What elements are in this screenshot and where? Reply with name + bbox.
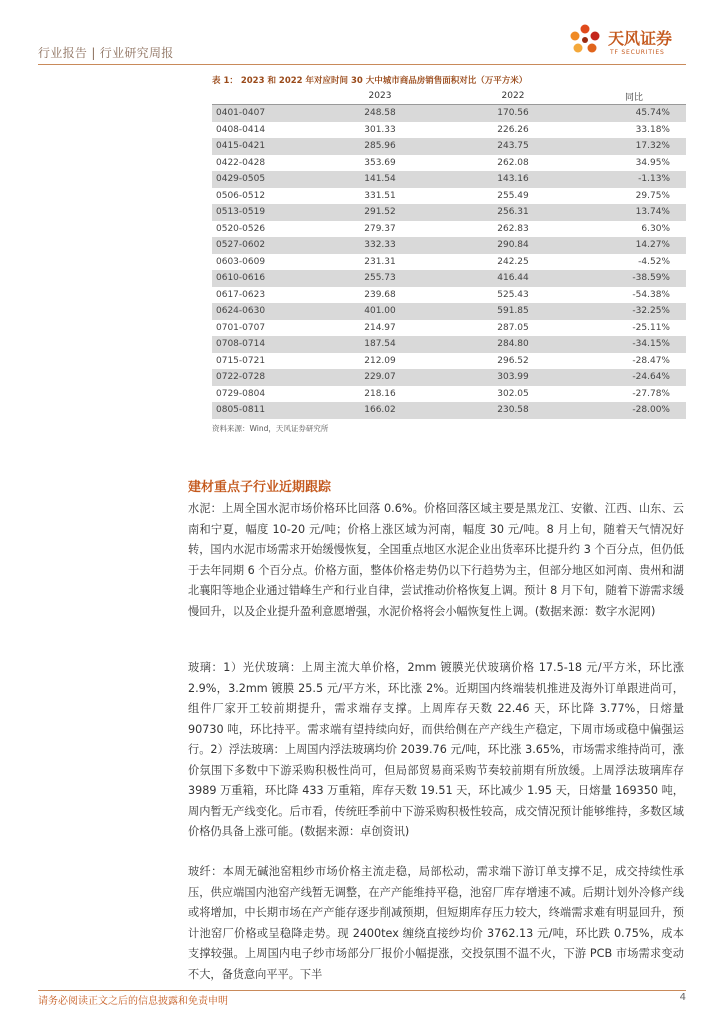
table-row	[212, 204, 686, 221]
sales-area-table	[212, 88, 686, 419]
table-cell: 0513-0519	[212, 204, 316, 221]
table-cell: 0506-0512	[212, 188, 316, 205]
table-row	[212, 353, 686, 370]
table-cell: -28.47%	[582, 353, 686, 370]
table-cell: 0701-0707	[212, 320, 316, 337]
table-cell: 0715-0721	[212, 353, 316, 370]
table-cell: 0722-0728	[212, 369, 316, 386]
table-title: 表 1： 2023 和 2022 年对应时间 30 大中城市商品房销售面积对比（万平方米）	[212, 76, 528, 86]
table-cell: 0805-0811	[212, 402, 316, 419]
table-cell: 141.54	[316, 171, 444, 188]
table-cell: -54.38%	[582, 287, 686, 304]
table-cell: -38.59%	[582, 270, 686, 287]
table-row	[212, 171, 686, 188]
table-row	[212, 287, 686, 304]
table-cell: -34.15%	[582, 336, 686, 353]
table-cell: 231.31	[316, 254, 444, 271]
table-row	[212, 254, 686, 271]
table-cell: 13.74%	[582, 204, 686, 221]
table-cell: 0729-0804	[212, 386, 316, 403]
page-header	[0, 0, 724, 70]
table-cell: 239.68	[316, 287, 444, 304]
table-cell: 0527-0602	[212, 237, 316, 254]
table-cell: 14.27%	[582, 237, 686, 254]
table-cell: 214.97	[316, 320, 444, 337]
table-source-note: 资料来源：Wind，天风证券研究所	[212, 424, 329, 433]
company-logo	[566, 22, 696, 62]
table-cell: 187.54	[316, 336, 444, 353]
table-cell: 285.96	[316, 138, 444, 155]
table-cell: 303.99	[444, 369, 582, 386]
table-row	[212, 386, 686, 403]
table-cell: 262.83	[444, 221, 582, 238]
table-row	[212, 303, 686, 320]
footer-divider	[38, 990, 686, 991]
disclaimer-text: 请务必阅读正文之后的信息披露和免责申明	[38, 996, 228, 1007]
table-header-row	[212, 88, 686, 105]
table-cell: -25.11%	[582, 320, 686, 337]
table-row	[212, 320, 686, 337]
table-cell: 279.37	[316, 221, 444, 238]
column-header: 2022	[444, 88, 582, 105]
table-row	[212, 336, 686, 353]
table-cell: 166.02	[316, 402, 444, 419]
table-cell: -1.13%	[582, 171, 686, 188]
table-cell: 0624-0630	[212, 303, 316, 320]
table-row	[212, 105, 686, 122]
table-cell: 248.58	[316, 105, 444, 122]
table-cell: 218.16	[316, 386, 444, 403]
table-cell: 0520-0526	[212, 221, 316, 238]
table-row	[212, 188, 686, 205]
table-cell: -27.78%	[582, 386, 686, 403]
table-cell: 0429-0505	[212, 171, 316, 188]
table-cell: 230.58	[444, 402, 582, 419]
table-cell: 401.00	[316, 303, 444, 320]
table-cell: 34.95%	[582, 155, 686, 172]
table-cell: 301.33	[316, 122, 444, 139]
cement-paragraph: 水泥：上周全国水泥市场价格环比回落 0.6%。价格回落区域主要是黑龙江、安徽、江西、山东、云南和宁夏，幅度 10-20 元/吨；价格上涨区域为河南，幅度 30 元/吨。8 月上旬，随着天气情况好转，国内水泥市场需求开始缓慢恢复，全国重点地区水泥企业出货率环比提升约 3 个百分点，但仍低于去年同期 6 个百分点。价格方面，整体价格走势仍以下行趋势为主，但部分地区如河南、贵州和湖北襄阳等地企业通过错峰生产和行业自律，尝试推动价格恢复上调。预计 8 月下旬，随着下游需求缓慢回升，以及企业提升盈利意愿增强，水泥价格将会小幅恢复性上调。(数据来源：数字水泥网)	[188, 502, 684, 618]
table-cell: 242.25	[444, 254, 582, 271]
table-cell: -32.25%	[582, 303, 686, 320]
table-cell: 229.07	[316, 369, 444, 386]
table-cell: 290.84	[444, 237, 582, 254]
page-footer	[38, 992, 686, 1007]
table-cell: 0422-0428	[212, 155, 316, 172]
table-cell: 143.16	[444, 171, 582, 188]
table-cell: 296.52	[444, 353, 582, 370]
table-cell: 0415-0421	[212, 138, 316, 155]
table-row	[212, 270, 686, 287]
table-cell: 6.30%	[582, 221, 686, 238]
logo-flower-icon	[566, 22, 604, 60]
section-title: 建材重点子行业近期跟踪	[188, 480, 332, 495]
table-cell: 332.33	[316, 237, 444, 254]
table-row	[212, 155, 686, 172]
table-cell: 226.26	[444, 122, 582, 139]
table-cell: 0603-0609	[212, 254, 316, 271]
glass-paragraph: 玻璃：1）光伏玻璃：上周主流大单价格，2mm 镀膜光伏玻璃价格 17.5-18 元/平方米，环比涨 2.9%，3.2mm 镀膜 25.5 元/平方米，环比涨 2%。近期国内终端装机推进及海外订单跟进尚可，组件厂家开工较前期提升，需求端存支撑。上周库存天数 22.46 天，环比降 3.77%，日熔量 90730 吨，环比持平。需求端有望持续向好，而供给侧在产产线生产稳定，下周市场或稳中偏强运行。2）浮法玻璃：上周国内浮法玻璃均价 2039.76 元/吨，环比涨 3.65%，市场需求维持尚可，涨价氛围下多数中下游采购积极性尚可，但局部贸易商采购节奏较前期有所放缓。上周浮法玻璃库存 3989 万重箱，环比降 433 万重箱，库存天数 19.51 天，环比减少 1.95 天，日熔量 169350 吨，周内暂无产线变化。后市看，传统旺季前中下游采购积极性较高，成交情况预计能够维持，多数区域价格仍具备上涨可能。(数据来源：卓创资讯)	[188, 661, 684, 838]
table-cell: 33.18%	[582, 122, 686, 139]
table-cell: -28.00%	[582, 402, 686, 419]
table-cell: 331.51	[316, 188, 444, 205]
report-type-label: 行业报告 | 行业研究周报	[38, 46, 174, 60]
table-cell: 255.49	[444, 188, 582, 205]
table-cell: 170.56	[444, 105, 582, 122]
table-cell: 416.44	[444, 270, 582, 287]
table-cell: 0401-0407	[212, 105, 316, 122]
table-cell: 17.32%	[582, 138, 686, 155]
table-cell: -4.52%	[582, 254, 686, 271]
table-row	[212, 122, 686, 139]
logo-chinese-name: 天风证券	[608, 29, 673, 48]
table-cell: 0617-0623	[212, 287, 316, 304]
table-cell: 284.80	[444, 336, 582, 353]
table-cell: 0610-0616	[212, 270, 316, 287]
header-divider	[38, 64, 686, 65]
table-row	[212, 138, 686, 155]
table-cell: 0408-0414	[212, 122, 316, 139]
column-header: 同比	[582, 88, 686, 105]
table-row	[212, 237, 686, 254]
table-cell: 0708-0714	[212, 336, 316, 353]
table-cell: 45.74%	[582, 105, 686, 122]
table-cell: 212.09	[316, 353, 444, 370]
column-header	[212, 88, 316, 105]
table-cell: 302.05	[444, 386, 582, 403]
table-row	[212, 221, 686, 238]
table-cell: 287.05	[444, 320, 582, 337]
table-cell: 291.52	[316, 204, 444, 221]
table-cell: 29.75%	[582, 188, 686, 205]
table-cell: -24.64%	[582, 369, 686, 386]
page-number: 4	[679, 992, 686, 1003]
column-header: 2023	[316, 88, 444, 105]
table-cell: 255.73	[316, 270, 444, 287]
logo-english-name: TF SECURITIES	[610, 49, 665, 56]
table-cell: 256.31	[444, 204, 582, 221]
table-row	[212, 402, 686, 419]
table-cell: 525.43	[444, 287, 582, 304]
table-cell: 591.85	[444, 303, 582, 320]
table-cell: 262.08	[444, 155, 582, 172]
table-cell: 353.69	[316, 155, 444, 172]
table-row	[212, 369, 686, 386]
table-cell: 243.75	[444, 138, 582, 155]
fiberglass-paragraph: 玻纤：本周无碱池窑粗纱市场价格主流走稳，局部松动，需求端下游订单支撑不足，成交持续性承压，供应端国内池窑产线暂无调整，在产产能维持平稳，池窑厂库存增速不减。后期计划外冷修产线或将增加，中长期市场在产产能存逐步削减预期，但短期库存压力较大，终端需求难有明显回升，预计池窑厂价格或呈稳降走势。现 2400tex 缠绕直接纱均价 3762.13 元/吨，环比跌 0.75%，成本支撑较强。上周国内电子纱市场部分厂报价小幅提涨，交投氛围不温不火，下游 PCB 市场需求变动不大，备货意向平平。下半	[188, 865, 684, 981]
